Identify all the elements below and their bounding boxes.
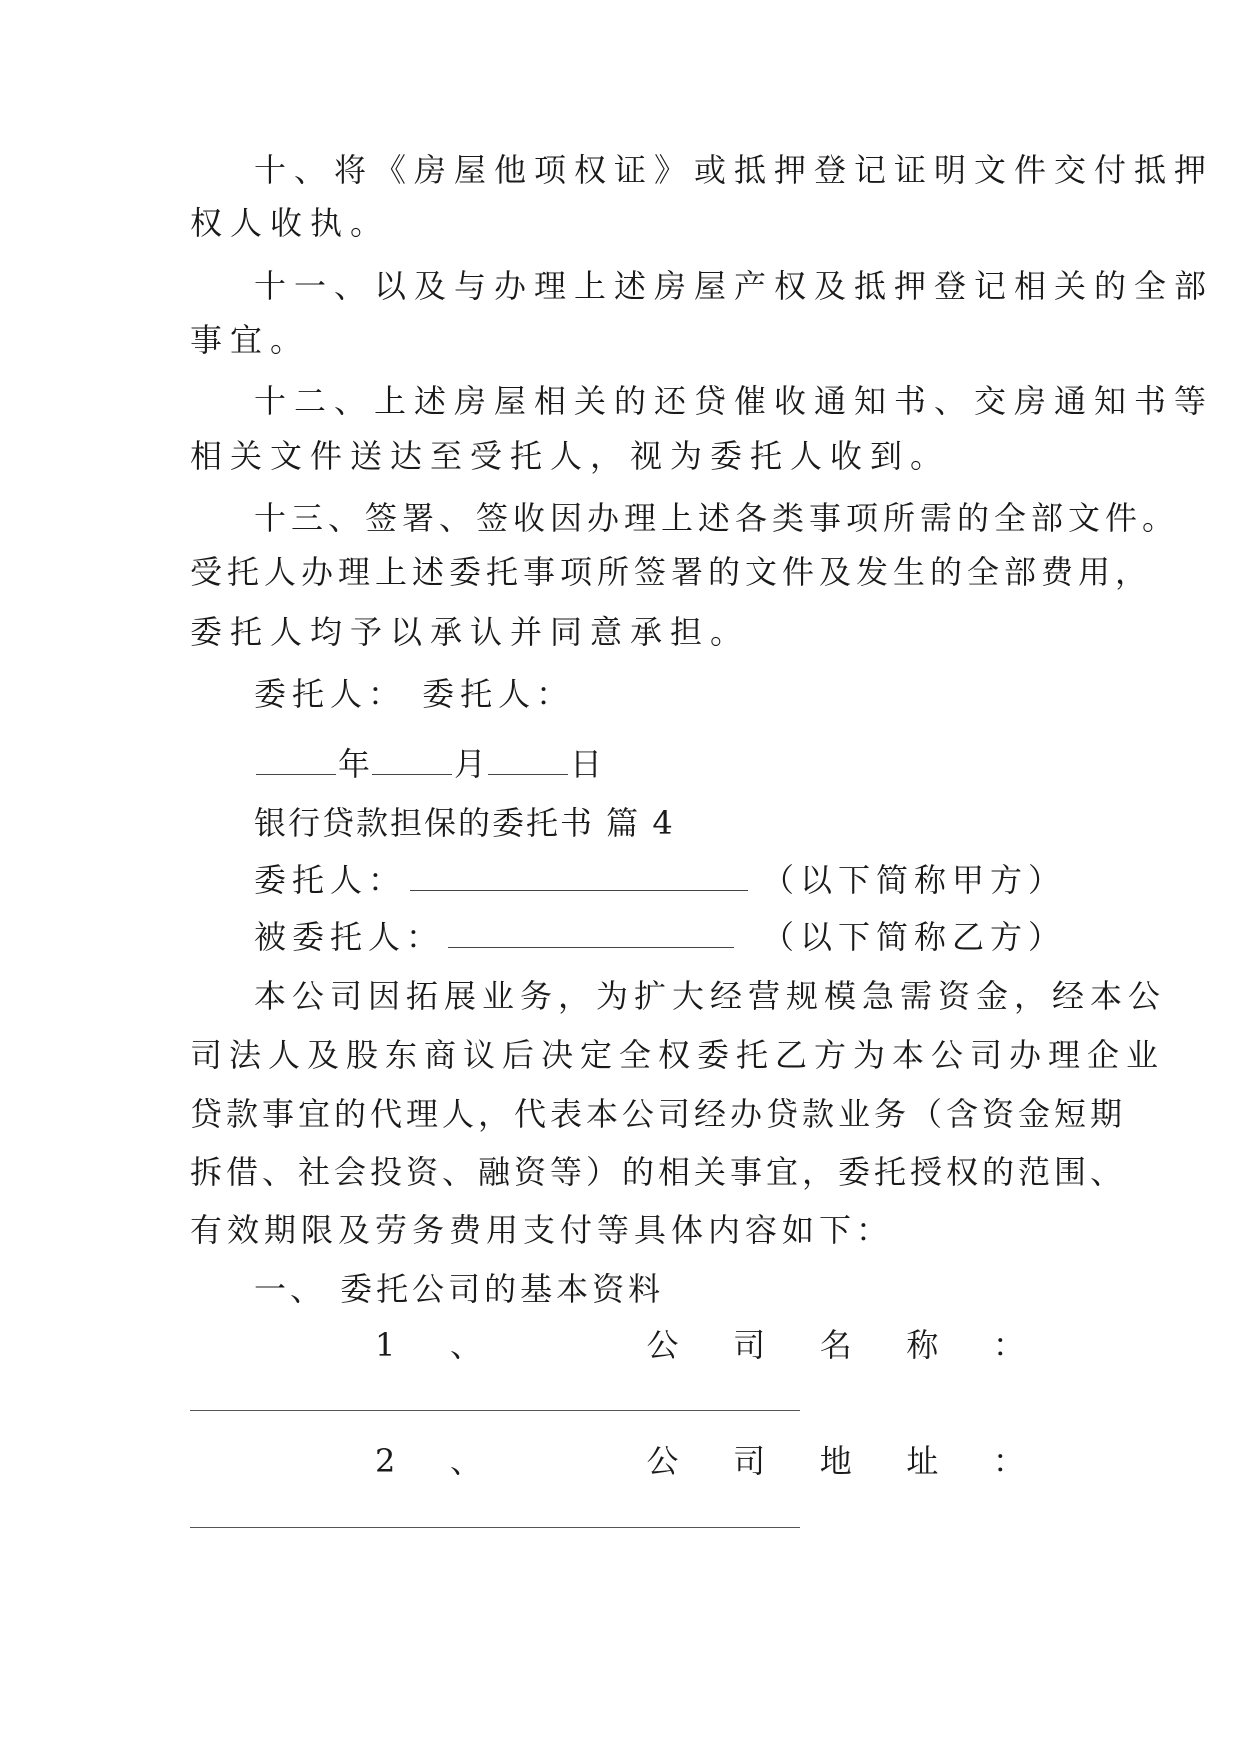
field1-char-3: 司	[733, 1326, 766, 1364]
body-line-3: 贷款事宜的代理人，代表本公司经办贷款业务（含资金短期	[190, 1095, 1127, 1133]
agent-label: 被委托人：	[254, 918, 445, 956]
paragraph-12-line-1: 十二、上述房屋相关的还贷催收通知书、交房通知书等	[254, 382, 1215, 420]
principal-blank	[410, 860, 748, 891]
field2-char-3: 司	[733, 1442, 766, 1480]
body-line-4: 拆借、社会投资、融资等）的相关事宜，委托授权的范围、	[190, 1153, 1127, 1191]
item-1-heading: 一、 委托公司的基本资料	[254, 1270, 665, 1308]
field1-char-0: 1	[375, 1326, 396, 1364]
signature-date	[254, 744, 602, 784]
field1-char-5: 称	[906, 1326, 939, 1364]
month-blank	[372, 744, 452, 775]
year-blank	[256, 744, 336, 775]
paragraph-11-line-2: 事宜。	[190, 321, 311, 359]
field1-char-4: 名	[819, 1326, 852, 1364]
body-line-5: 有效期限及劳务费用支付等具体内容如下：	[190, 1211, 894, 1249]
principal-suffix: （以下简称甲方）	[761, 861, 1066, 899]
principal-row	[254, 860, 1066, 900]
company-name-field	[375, 1325, 1025, 1365]
agent-row	[254, 917, 1066, 957]
field1-char-6: ：	[992, 1326, 1025, 1364]
field2-char-1: 、	[449, 1442, 482, 1480]
paragraph-10-line-1: 十、将《房屋他项权证》或抵押登记证明文件交付抵押	[254, 151, 1215, 189]
section-4-title: 银行贷款担保的委托书 篇 4	[254, 804, 675, 842]
paragraph-11-line-1: 十一、以及与办理上述房屋产权及抵押登记相关的全部	[254, 267, 1215, 305]
month-label: 月	[454, 745, 487, 783]
company-address-blank	[190, 1527, 800, 1528]
year-label: 年	[338, 745, 371, 783]
field2-char-0: 2	[375, 1442, 396, 1480]
field2-char-4: 地	[819, 1442, 852, 1480]
company-name-blank	[190, 1410, 800, 1411]
agent-blank	[448, 917, 734, 948]
body-line-1: 本公司因拓展业务，为扩大经营规模急需资金，经本公	[254, 977, 1167, 1015]
signature-line: 委托人： 委托人：	[254, 675, 575, 713]
field1-char-1: 、	[449, 1326, 482, 1364]
field2-char-2: 公	[646, 1442, 679, 1480]
paragraph-13-line-1: 十三、签署、签收因办理上述各类事项所需的全部文件。	[254, 499, 1180, 537]
body-line-2: 司法人及股东商议后决定全权委托乙方为本公司办理企业	[190, 1036, 1166, 1074]
field2-char-5: 址	[906, 1442, 939, 1480]
agent-suffix: （以下简称乙方）	[761, 918, 1066, 956]
paragraph-13-line-3: 委托人均予以承认并同意承担。	[190, 613, 751, 651]
paragraph-13-line-2: 受托人办理上述委托事项所签署的文件及发生的全部费用，	[190, 553, 1153, 591]
company-address-field	[375, 1441, 1025, 1481]
paragraph-10-line-2: 权人收执。	[190, 204, 391, 242]
day-blank	[488, 744, 568, 775]
field2-char-6: ：	[992, 1442, 1025, 1480]
paragraph-12-line-2: 相关文件送达至受托人，视为委托人收到。	[190, 437, 951, 475]
day-label: 日	[570, 745, 603, 783]
field1-char-2: 公	[646, 1326, 679, 1364]
principal-label: 委托人：	[254, 861, 407, 899]
